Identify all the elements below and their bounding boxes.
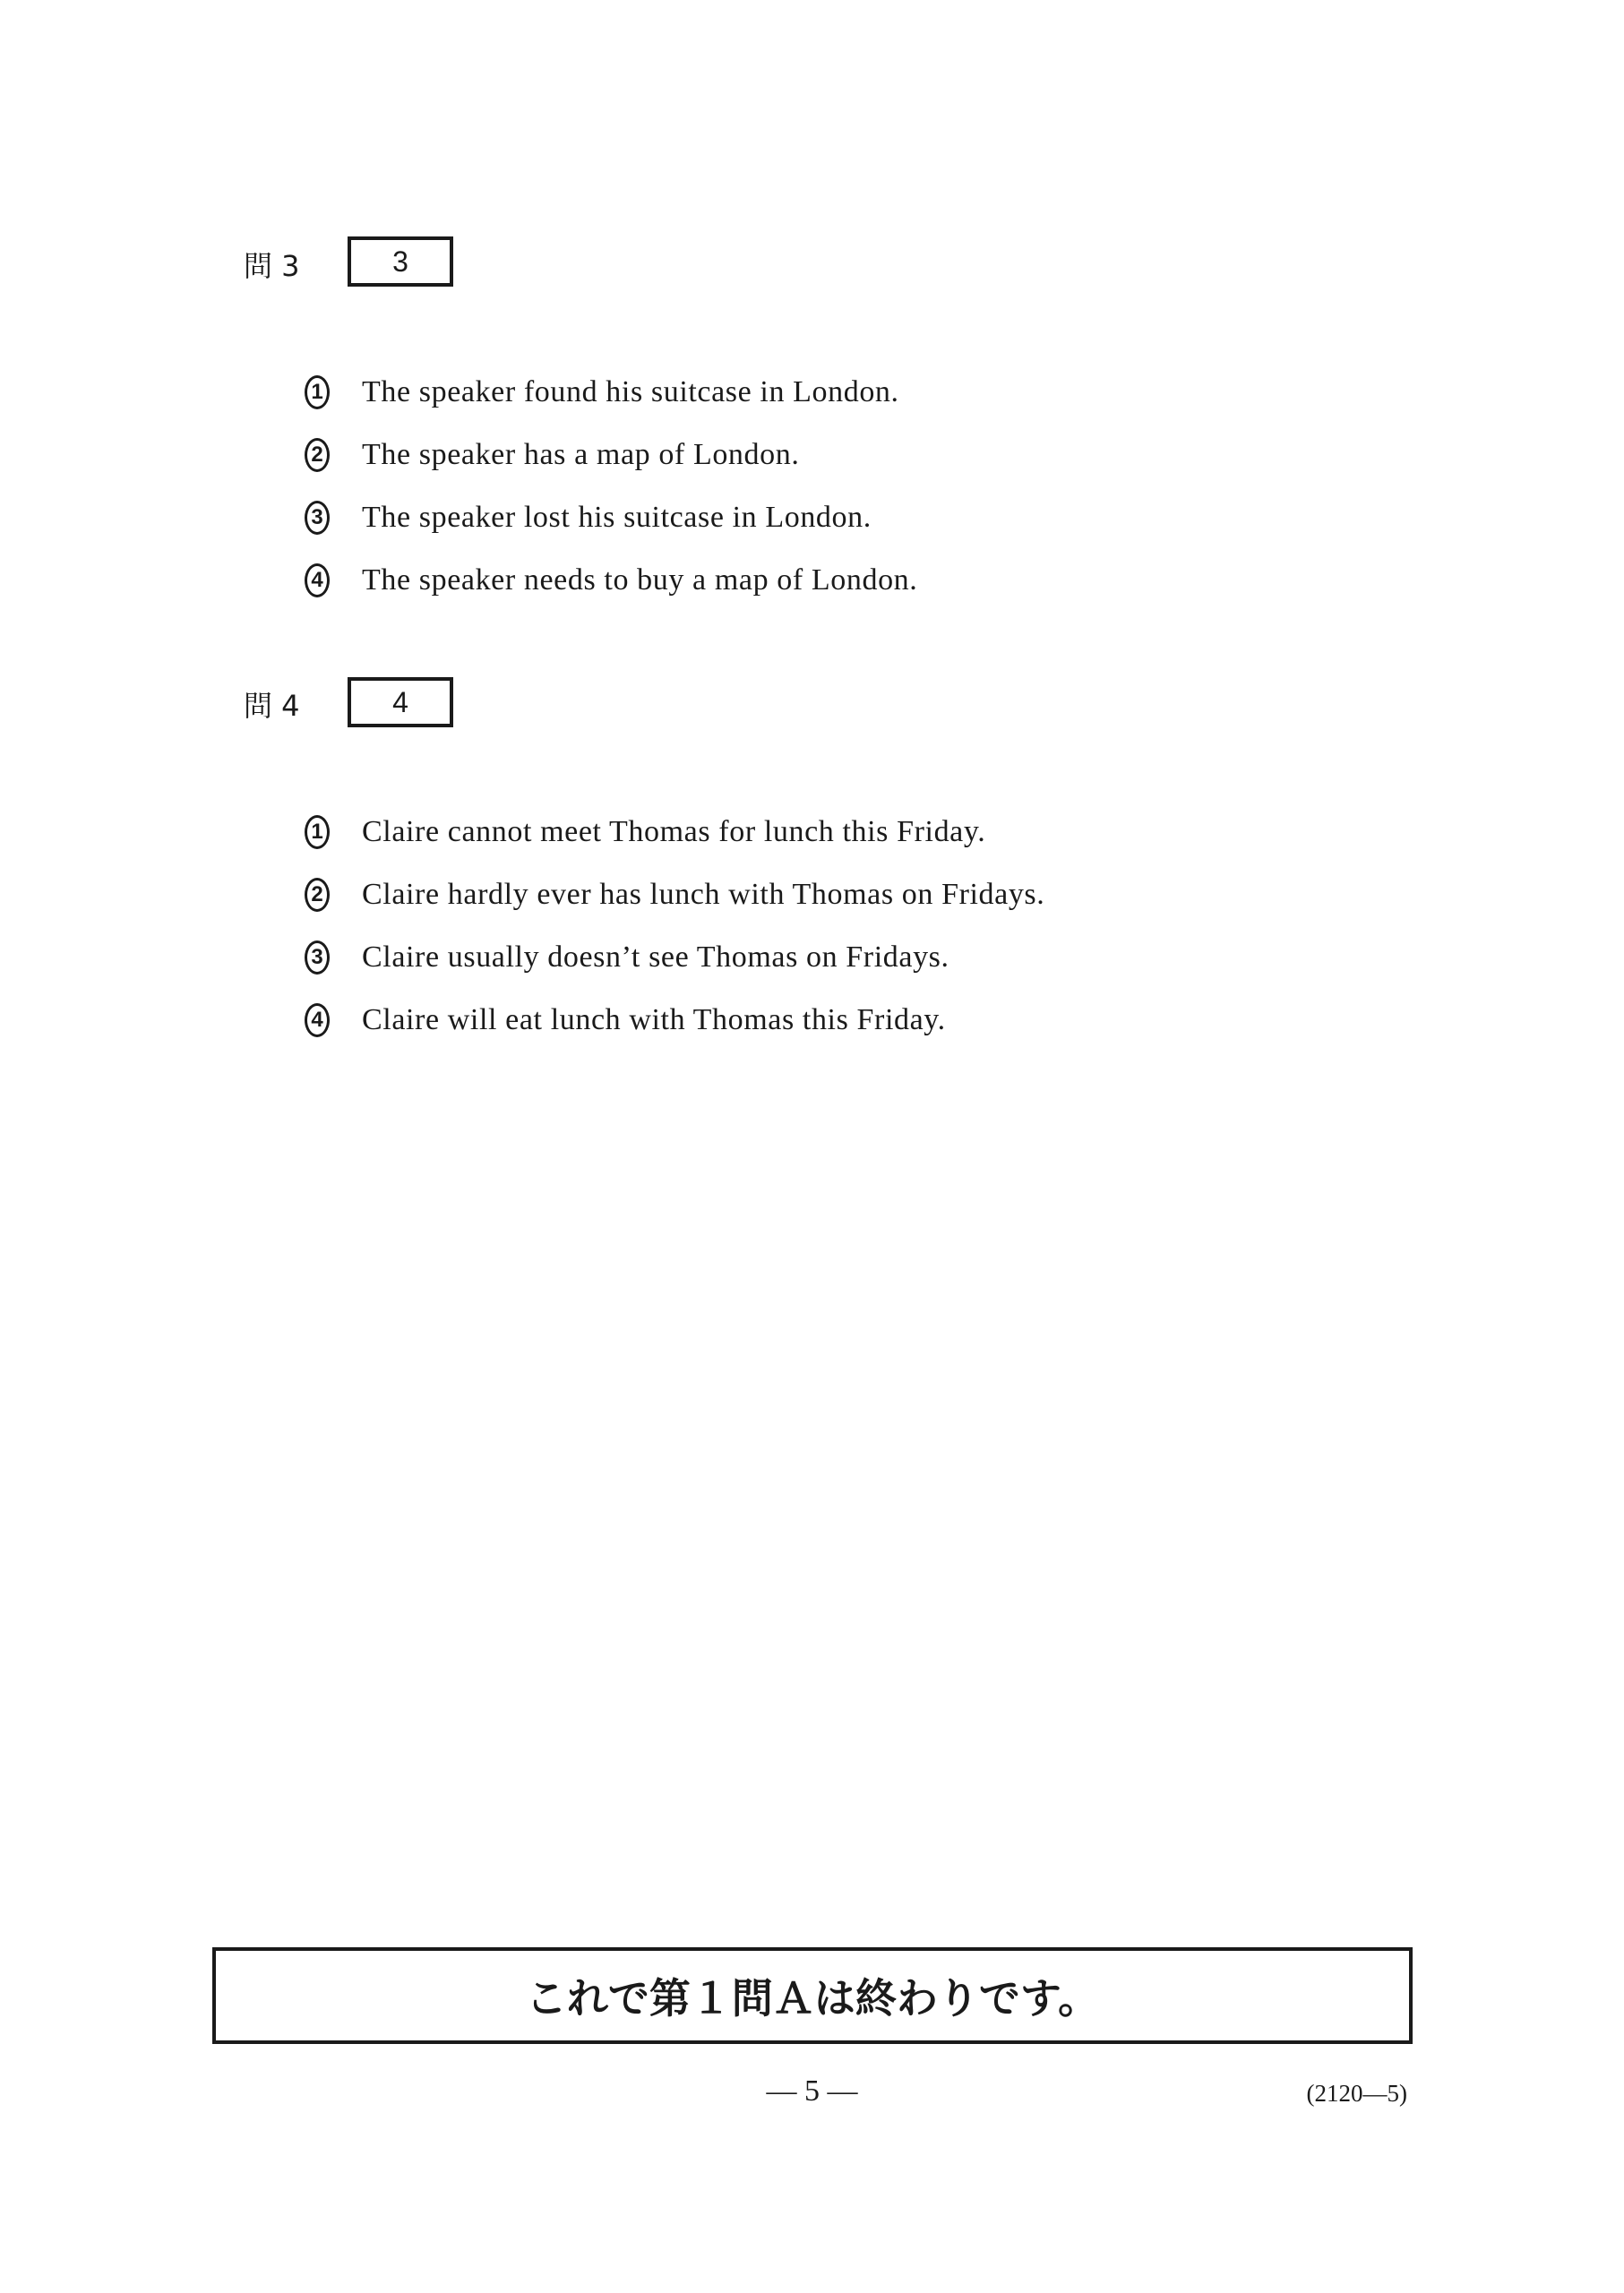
question-4-options [305, 801, 1044, 1052]
option-number-icon: 3 [305, 501, 330, 535]
option-number-icon: 4 [305, 563, 330, 597]
page-code: (2120—5) [1306, 2080, 1407, 2107]
option-q3-2 [305, 424, 917, 486]
answer-box-3-number: 3 [392, 245, 408, 278]
option-text: The speaker lost his suitcase in London. [362, 501, 872, 534]
option-number-icon: 4 [305, 1003, 330, 1037]
option-text: Claire usually doesn’t see Thomas on Fridays. [362, 940, 949, 974]
option-q3-1 [305, 361, 917, 424]
option-number-icon: 3 [305, 940, 330, 975]
option-number-icon: 2 [305, 438, 330, 472]
option-text: Claire hardly ever has lunch with Thomas on Fridays. [362, 878, 1045, 911]
question-4-label: 問 4 [244, 689, 300, 723]
option-text: The speaker found his suitcase in London. [362, 375, 899, 408]
option-q4-3 [305, 926, 1044, 989]
option-text: The speaker has a map of London. [362, 438, 800, 471]
option-number-icon: 1 [305, 815, 330, 849]
option-number-icon: 2 [305, 878, 330, 912]
question-3-label: 問 3 [244, 249, 300, 283]
option-text: Claire cannot meet Thomas for lunch this Friday. [362, 815, 986, 848]
option-text: The speaker needs to buy a map of London. [362, 563, 918, 597]
end-notice-text: これで第１問Ａは終わりです。 [525, 1974, 1100, 2022]
option-q4-4 [305, 989, 1044, 1052]
answer-box-4 [348, 677, 453, 727]
option-number-icon: 1 [305, 375, 330, 409]
option-text: Claire will eat lunch with Thomas this Friday. [362, 1003, 946, 1036]
option-q4-1 [305, 801, 1044, 863]
question-3-options [305, 361, 917, 612]
option-q3-4 [305, 549, 917, 612]
end-notice-box [212, 1947, 1413, 2044]
option-q4-2 [305, 863, 1044, 926]
answer-box-4-number: 4 [392, 685, 408, 718]
page-number: — 5 — [766, 2074, 858, 2108]
answer-box-3 [348, 236, 453, 287]
option-q3-3 [305, 486, 917, 549]
